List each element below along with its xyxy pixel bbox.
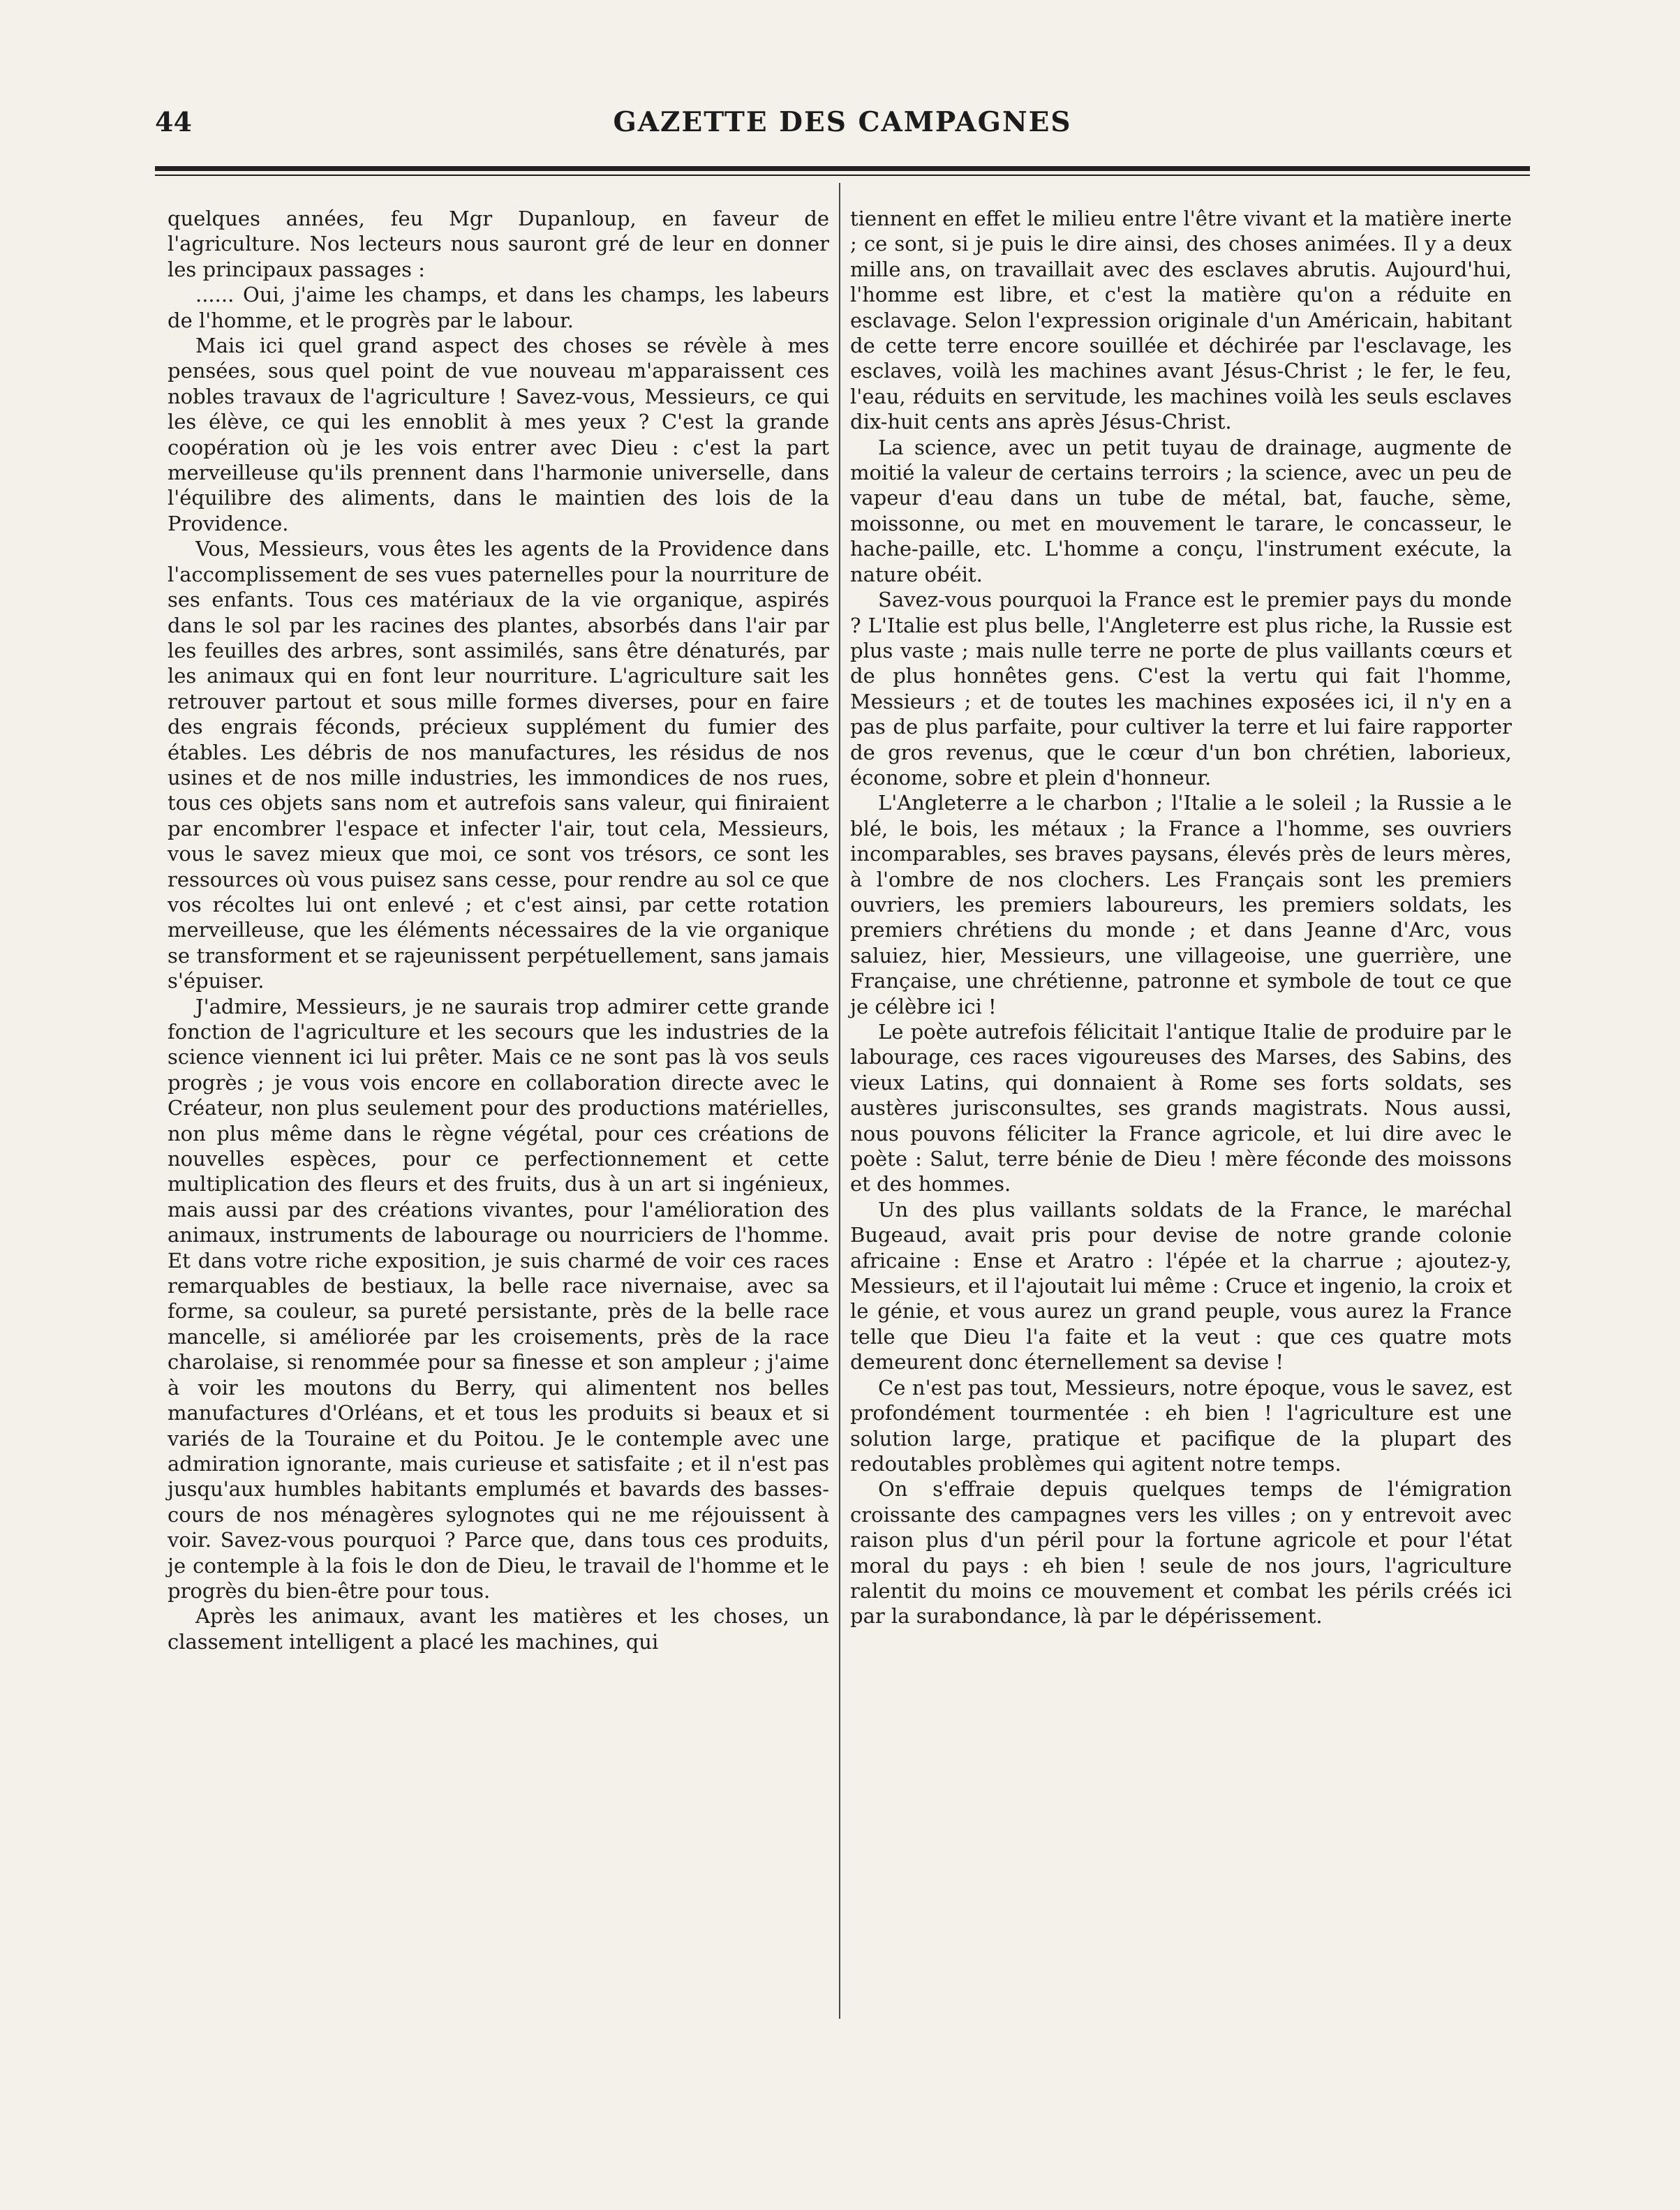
- header-rule-thin: [155, 175, 1530, 176]
- paragraph: L'Angleterre a le charbon ; l'Italie a le soleil ; la Russie a le blé, le bois, les métaux ; la France a l'homme, ses ouvriers incomparables, ses braves paysans, élevés près de leurs mères, à l'ombre de nos clochers. Les Français sont les premiers ouvriers, les premiers laboureurs, les premiers soldats, les premiers chrétiens du monde ; et dans Jeanne d'Arc, vous saluiez, hier, Messieurs, une villageoise, une guerrière, une Française, une chrétienne, patronne et symbole de tout ce que je célèbre ici !: [850, 791, 1512, 1018]
- paragraph: On s'effraie depuis quelques temps de l'émigration croissante des campagnes vers les villes ; on y entrevoit avec raison plus d'un péril pour la fortune agricole et pour l'état moral du pays : eh bien ! seule de nos jours, l'agriculture ralentit du moins ce mouvement et combat les périls créés ici par la surabondance, là par le dépérissement.: [850, 1477, 1512, 1629]
- right-column: [850, 206, 1512, 1629]
- header-rule-thick: [155, 166, 1530, 171]
- column-divider: [839, 183, 840, 2019]
- left-column: [168, 206, 829, 1654]
- paragraph: Vous, Messieurs, vous êtes les agents de la Providence dans l'accomplissement de ses vues paternelles pour la nourriture de ses enfants. Tous ces matériaux de la vie organique, aspirés dans le sol par les racines des plantes, absorbés dans l'air par les feuilles des arbres, sont assimilés, sans être dénaturés, par les animaux qui en font leur nourriture. L'agriculture sait les retrouver partout et sous mille formes diverses, pour en faire des engrais féconds, précieux supplément du fumier des étables. Les débris de nos manufactures, les résidus de nos usines et de nos mille industries, les immondices de nos rues, tous ces objets sans nom et autrefois sans valeur, qui finiraient par encombrer l'espace et infecter l'air, tout cela, Messieurs, vous le savez mieux que moi, ce sont vos trésors, ce sont les ressources où vous puisez sans cesse, pour rendre au sol ce que vos récoltes lui ont enlevé ; et c'est ainsi, par cette rotation merveilleuse, que les éléments nécessaires de la vie organique se transforment et se rajeunissent perpétuellement, sans jamais s'épuiser.: [168, 537, 829, 993]
- paragraph: ...... Oui, j'aime les champs, et dans les champs, les labeurs de l'homme, et le progrès par le labour.: [168, 283, 829, 332]
- page-header: [155, 106, 1530, 148]
- paragraph: Savez-vous pourquoi la France est le premier pays du monde ? L'Italie est plus belle, l'Angleterre est plus riche, la Russie est plus vaste ; mais nulle terre ne porte de plus vaillants cœurs et de plus honnêtes gens. C'est la vertu qui fait l'homme, Messieurs ; et de toutes les machines exposées ici, il n'y en a pas de plus parfaite, pour cultiver la terre et lui faire rapporter de gros revenus, que le cœur d'un bon chrétien, laborieux, économe, sobre et plein d'honneur.: [850, 588, 1512, 789]
- paragraph: Après les animaux, avant les matières et les choses, un classement intelligent a placé les machines, qui: [168, 1604, 829, 1654]
- paragraph: quelques années, feu Mgr Dupanloup, en faveur de l'agriculture. Nos lecteurs nous sauront gré de leur en donner les principaux passages :: [168, 207, 829, 281]
- newspaper-title: GAZETTE DES CAMPAGNES: [613, 106, 1072, 138]
- paragraph: Mais ici quel grand aspect des choses se révèle à mes pensées, sous quel point de vue nouveau m'apparaissent ces nobles travaux de l'agriculture ! Savez-vous, Messieurs, ce qui les élève, ce qui les ennoblit à mes yeux ? C'est la grande coopération où je les vois entrer avec Dieu : c'est la part merveilleuse qu'ils prennent dans l'harmonie universelle, dans l'équilibre des aliments, dans le maintien des lois de la Providence.: [168, 334, 829, 535]
- paragraph: La science, avec un petit tuyau de drainage, augmente de moitié la valeur de certains terroirs ; la science, avec un peu de vapeur d'eau dans un tube de métal, bat, fauche, sème, moissonne, ou met en mouvement le tarare, le concasseur, le hache-paille, etc. L'homme a conçu, l'instrument exécute, la nature obéit.: [850, 435, 1512, 586]
- paragraph: Un des plus vaillants soldats de la France, le maréchal Bugeaud, avait pris pour devise de notre grande colonie africaine : Ense et Aratro : l'épée et la charrue ; ajoutez-y, Messieurs, et il l'ajoutait lui même : Cruce et ingenio, la croix et le génie, et vous aurez un grand peuple, vous aurez la France telle que Dieu l'a faite et la veut : que ces quatre mots demeurent donc éternellement sa devise !: [850, 1197, 1512, 1374]
- paragraph: Ce n'est pas tout, Messieurs, notre époque, vous le savez, est profondément tourmentée : eh bien ! l'agriculture est une solution large, pratique et pacifique de la plupart des redoutables problèmes qui agitent notre temps.: [850, 1375, 1512, 1476]
- paragraph: tiennent en effet le milieu entre l'être vivant et la matière inerte ; ce sont, si je puis le dire ainsi, des choses animées. Il y a deux mille ans, on travaillait avec des esclaves abrutis. Aujourd'hui, l'homme est libre, et c'est la matière qu'on a réduite en esclavage. Selon l'expression originale d'un Américain, habitant de cette terre encore souillée et déchirée par l'esclavage, les esclaves, voilà les machines avant Jésus-Christ ; le fer, le feu, l'eau, réduits en servitude, les machines voilà les seuls esclaves dix-huit cents ans après Jésus-Christ.: [850, 207, 1512, 434]
- paragraph: J'admire, Messieurs, je ne saurais trop admirer cette grande fonction de l'agriculture et les secours que les industries de la science viennent ici lui prêter. Mais ce ne sont pas là vos seuls progrès ; je vous vois encore en collaboration directe avec le Créateur, non plus seulement pour des productions matérielles, non plus même dans le règne végétal, pour ces créations de nouvelles espèces, pour ce perfectionnement et cette multiplication des fleurs et des fruits, dus à un art si ingénieux, mais aussi par des créations vivantes, pour l'amélioration des animaux, instruments de labourage ou nourriciers de l'homme. Et dans votre riche exposition, je suis charmé de voir ces races remarquables de bestiaux, la belle race nivernaise, avec sa forme, sa couleur, sa pureté persistante, près de la belle race mancelle, si améliorée par les croisements, près de la race charolaise, si renommée pour sa finesse et son ampleur ; j'aime à voir les moutons du Berry, qui alimentent nos belles manufactures d'Orléans, et et tous les produits si beaux et si variés de la Touraine et du Poitou. Je le contemple avec une admiration ignorante, mais curieuse et satisfaite ; et il n'est pas jusqu'aux humbles habitants emplumés et bavards des basses-cours de nos ménagères sylognotes qui ne me réjouissent à voir. Savez-vous pourquoi ? Parce que, dans tous ces produits, je contemple à la fois le don de Dieu, le travail de l'homme et le progrès du bien-être pour tous.: [168, 994, 829, 1603]
- page-number: 44: [155, 106, 192, 138]
- paragraph: Le poète autrefois félicitait l'antique Italie de produire par le labourage, ces races vigoureuses des Marses, des Sabins, des vieux Latins, qui donnaient à Rome ses forts soldats, ses austères jurisconsultes, ses grands magistrats. Nous aussi, nous pouvons féliciter la France agricole, et lui dire avec le poète : Salut, terre bénie de Dieu ! mère féconde des moissons et des hommes.: [850, 1020, 1512, 1196]
